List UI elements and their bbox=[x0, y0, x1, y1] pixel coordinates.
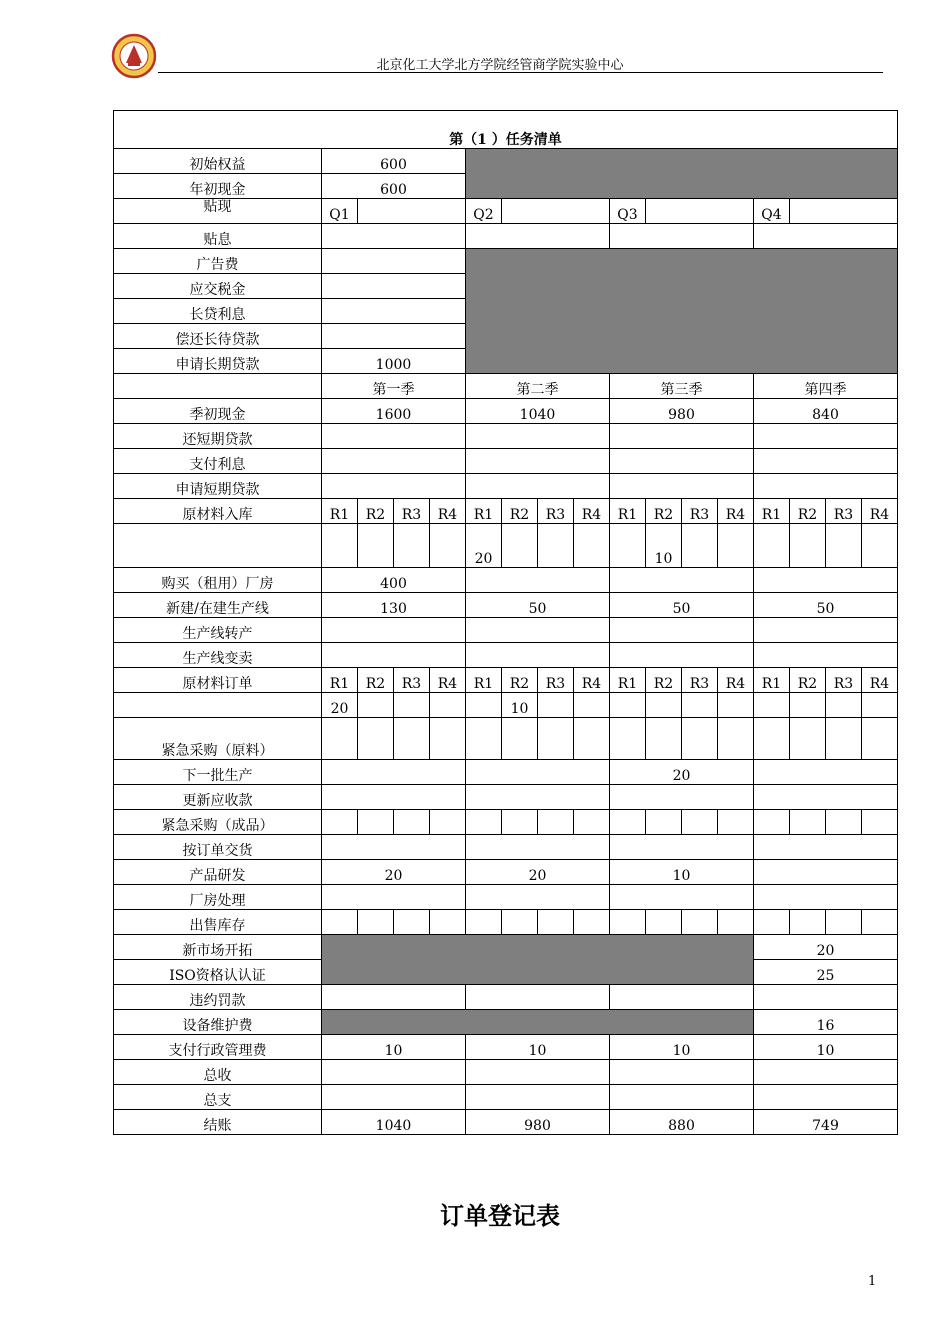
row-label: 更新应收款 bbox=[114, 785, 322, 810]
r-cell bbox=[610, 910, 646, 935]
r-cell bbox=[610, 524, 646, 568]
value-cell bbox=[466, 785, 610, 810]
r-header: R2 bbox=[358, 668, 394, 693]
r-cell bbox=[574, 910, 610, 935]
row-label: 新市场开拓 bbox=[114, 935, 322, 960]
value-cell bbox=[466, 224, 610, 249]
value-cell: 50 bbox=[466, 593, 610, 618]
value-cell bbox=[610, 618, 754, 643]
quarter-label: Q3 bbox=[610, 199, 646, 224]
r-cell bbox=[754, 910, 790, 935]
quarter-label: Q2 bbox=[466, 199, 502, 224]
r-header: R2 bbox=[646, 499, 682, 524]
row-label: 设备维护费 bbox=[114, 1010, 322, 1035]
r-header: R2 bbox=[790, 668, 826, 693]
row-label: 结账 bbox=[114, 1110, 322, 1135]
value-cell: 600 bbox=[322, 149, 466, 174]
season-header: 第一季 bbox=[322, 374, 466, 399]
r-cell bbox=[754, 810, 790, 835]
value-cell bbox=[610, 643, 754, 668]
value-cell: 1000 bbox=[322, 349, 466, 374]
value-cell bbox=[610, 568, 754, 593]
r-cell bbox=[682, 524, 718, 568]
row-label: 总支 bbox=[114, 1085, 322, 1110]
task-list-table bbox=[113, 110, 898, 1135]
value-cell bbox=[790, 199, 898, 224]
value-cell bbox=[322, 224, 466, 249]
r-cell bbox=[394, 810, 430, 835]
r-cell bbox=[358, 524, 394, 568]
value-cell bbox=[610, 1060, 754, 1085]
r-header: R1 bbox=[754, 668, 790, 693]
row-label: 紧急采购（成品） bbox=[114, 810, 322, 835]
row-label: 还短期贷款 bbox=[114, 424, 322, 449]
row-label bbox=[114, 374, 322, 399]
value-cell bbox=[754, 860, 898, 885]
r-cell bbox=[538, 524, 574, 568]
r-cell bbox=[682, 693, 718, 718]
value-cell: 20 bbox=[466, 860, 610, 885]
row-label: 长贷利息 bbox=[114, 299, 322, 324]
value-cell bbox=[322, 449, 466, 474]
r-cell bbox=[826, 810, 862, 835]
r-cell bbox=[862, 718, 898, 760]
value-cell bbox=[610, 424, 754, 449]
value-cell bbox=[322, 985, 466, 1010]
row-label: 总收 bbox=[114, 1060, 322, 1085]
row-label: 申请短期贷款 bbox=[114, 474, 322, 499]
row-label: 贴息 bbox=[114, 224, 322, 249]
r-cell bbox=[862, 810, 898, 835]
r-header: R4 bbox=[574, 499, 610, 524]
r-cell bbox=[646, 693, 682, 718]
r-cell: 20 bbox=[322, 693, 358, 718]
value-cell bbox=[466, 568, 610, 593]
value-cell bbox=[610, 835, 754, 860]
r-header: R3 bbox=[826, 668, 862, 693]
header-divider bbox=[158, 72, 883, 73]
row-label: 按订单交货 bbox=[114, 835, 322, 860]
school-logo bbox=[111, 33, 157, 79]
value-cell bbox=[754, 424, 898, 449]
r-header: R1 bbox=[610, 499, 646, 524]
r-cell bbox=[394, 718, 430, 760]
value-cell bbox=[322, 274, 466, 299]
value-cell bbox=[610, 785, 754, 810]
task-title: 第（1 ）任务清单 bbox=[114, 111, 898, 149]
r-cell bbox=[394, 910, 430, 935]
r-header: R1 bbox=[754, 499, 790, 524]
value-cell: 1040 bbox=[466, 399, 610, 424]
r-cell bbox=[538, 718, 574, 760]
r-header: R3 bbox=[538, 668, 574, 693]
row-label: 应交税金 bbox=[114, 274, 322, 299]
r-header: R1 bbox=[466, 499, 502, 524]
r-cell bbox=[862, 693, 898, 718]
r-header: R2 bbox=[790, 499, 826, 524]
value-cell: 1600 bbox=[322, 399, 466, 424]
value-cell bbox=[610, 985, 754, 1010]
value-cell bbox=[754, 985, 898, 1010]
r-cell bbox=[682, 718, 718, 760]
r-cell bbox=[574, 810, 610, 835]
r-header: R2 bbox=[502, 499, 538, 524]
row-label: 偿还长待贷款 bbox=[114, 324, 322, 349]
r-cell bbox=[394, 524, 430, 568]
row-label: 新建/在建生产线 bbox=[114, 593, 322, 618]
row-label bbox=[114, 524, 322, 568]
value-cell: 16 bbox=[754, 1010, 898, 1035]
r-header: R4 bbox=[574, 668, 610, 693]
r-cell bbox=[754, 693, 790, 718]
value-cell bbox=[754, 835, 898, 860]
r-cell bbox=[538, 910, 574, 935]
value-cell bbox=[754, 568, 898, 593]
value-cell bbox=[754, 760, 898, 785]
row-label: 厂房处理 bbox=[114, 885, 322, 910]
value-cell: 600 bbox=[322, 174, 466, 199]
value-cell: 400 bbox=[322, 568, 466, 593]
r-cell bbox=[358, 910, 394, 935]
value-cell bbox=[502, 199, 610, 224]
value-cell bbox=[322, 785, 466, 810]
row-label: 出售库存 bbox=[114, 910, 322, 935]
value-cell bbox=[322, 835, 466, 860]
value-cell bbox=[610, 1085, 754, 1110]
r-cell bbox=[682, 810, 718, 835]
r-header: R4 bbox=[430, 499, 466, 524]
value-cell: 10 bbox=[610, 1035, 754, 1060]
value-cell: 50 bbox=[754, 593, 898, 618]
row-label: 广告费 bbox=[114, 249, 322, 274]
quarter-label: Q4 bbox=[754, 199, 790, 224]
r-cell bbox=[718, 718, 754, 760]
r-cell bbox=[430, 718, 466, 760]
value-cell bbox=[322, 299, 466, 324]
value-cell bbox=[466, 1085, 610, 1110]
r-cell bbox=[862, 910, 898, 935]
r-cell bbox=[718, 524, 754, 568]
value-cell bbox=[754, 1085, 898, 1110]
value-cell bbox=[322, 324, 466, 349]
value-cell bbox=[466, 885, 610, 910]
r-header: R3 bbox=[682, 668, 718, 693]
value-cell bbox=[754, 474, 898, 499]
season-header: 第三季 bbox=[610, 374, 754, 399]
r-header: R3 bbox=[394, 668, 430, 693]
season-header: 第四季 bbox=[754, 374, 898, 399]
r-header: R1 bbox=[466, 668, 502, 693]
row-label bbox=[114, 693, 322, 718]
r-cell bbox=[790, 718, 826, 760]
r-cell bbox=[322, 910, 358, 935]
r-cell bbox=[718, 810, 754, 835]
r-cell bbox=[538, 693, 574, 718]
r-cell bbox=[718, 693, 754, 718]
r-cell bbox=[754, 718, 790, 760]
r-cell: 10 bbox=[502, 693, 538, 718]
r-cell bbox=[322, 718, 358, 760]
row-label: ISO资格认认证 bbox=[114, 960, 322, 985]
value-cell bbox=[754, 449, 898, 474]
r-cell bbox=[610, 693, 646, 718]
row-label: 紧急采购（原料） bbox=[114, 718, 322, 760]
r-header: R3 bbox=[826, 499, 862, 524]
row-label: 生产线变卖 bbox=[114, 643, 322, 668]
value-cell: 10 bbox=[322, 1035, 466, 1060]
r-cell bbox=[610, 810, 646, 835]
quarter-label: Q1 bbox=[322, 199, 358, 224]
r-cell bbox=[862, 524, 898, 568]
value-cell: 10 bbox=[754, 1035, 898, 1060]
value-cell: 880 bbox=[610, 1110, 754, 1135]
row-label: 初始权益 bbox=[114, 149, 322, 174]
value-cell: 20 bbox=[610, 760, 754, 785]
r-cell bbox=[826, 910, 862, 935]
value-cell bbox=[610, 449, 754, 474]
r-cell bbox=[502, 910, 538, 935]
r-header: R4 bbox=[718, 499, 754, 524]
value-cell: 749 bbox=[754, 1110, 898, 1135]
value-cell bbox=[610, 224, 754, 249]
r-cell bbox=[790, 910, 826, 935]
row-label: 生产线转产 bbox=[114, 618, 322, 643]
r-cell bbox=[574, 718, 610, 760]
r-cell bbox=[394, 693, 430, 718]
value-cell bbox=[322, 474, 466, 499]
shaded-area bbox=[322, 935, 754, 985]
value-cell bbox=[466, 985, 610, 1010]
r-cell bbox=[574, 693, 610, 718]
r-cell bbox=[322, 810, 358, 835]
value-cell bbox=[322, 1060, 466, 1085]
r-cell bbox=[574, 524, 610, 568]
value-cell bbox=[322, 760, 466, 785]
r-cell bbox=[826, 693, 862, 718]
r-cell bbox=[358, 810, 394, 835]
r-cell bbox=[826, 718, 862, 760]
value-cell bbox=[322, 643, 466, 668]
season-header: 第二季 bbox=[466, 374, 610, 399]
value-cell bbox=[466, 760, 610, 785]
r-header: R2 bbox=[502, 668, 538, 693]
page-number: 1 bbox=[868, 1274, 877, 1289]
value-cell bbox=[754, 885, 898, 910]
r-header: R1 bbox=[610, 668, 646, 693]
r-header: R2 bbox=[646, 668, 682, 693]
r-header: R4 bbox=[862, 499, 898, 524]
r-cell bbox=[646, 910, 682, 935]
value-cell bbox=[754, 618, 898, 643]
r-header: R4 bbox=[862, 668, 898, 693]
value-cell bbox=[610, 474, 754, 499]
value-cell bbox=[322, 249, 466, 274]
value-cell: 50 bbox=[610, 593, 754, 618]
row-label: 违约罚款 bbox=[114, 985, 322, 1010]
shaded-area bbox=[466, 249, 898, 374]
value-cell bbox=[754, 643, 898, 668]
row-label: 支付行政管理费 bbox=[114, 1035, 322, 1060]
r-cell bbox=[826, 524, 862, 568]
value-cell bbox=[466, 643, 610, 668]
r-cell bbox=[790, 693, 826, 718]
r-cell: 10 bbox=[646, 524, 682, 568]
value-cell bbox=[466, 835, 610, 860]
r-cell bbox=[466, 718, 502, 760]
r-cell bbox=[754, 524, 790, 568]
value-cell bbox=[358, 199, 466, 224]
value-cell: 130 bbox=[322, 593, 466, 618]
value-cell: 980 bbox=[610, 399, 754, 424]
value-cell bbox=[322, 885, 466, 910]
r-header: R2 bbox=[358, 499, 394, 524]
row-label: 申请长期贷款 bbox=[114, 349, 322, 374]
r-cell bbox=[430, 693, 466, 718]
r-cell bbox=[502, 810, 538, 835]
row-label: 支付利息 bbox=[114, 449, 322, 474]
r-cell bbox=[790, 524, 826, 568]
r-header: R3 bbox=[538, 499, 574, 524]
header-text: 北京化工大学北方学院经管商学院实验中心 bbox=[376, 58, 624, 73]
row-label: 原材料订单 bbox=[114, 668, 322, 693]
value-cell bbox=[466, 1060, 610, 1085]
r-cell bbox=[646, 810, 682, 835]
value-cell: 840 bbox=[754, 399, 898, 424]
value-cell: 980 bbox=[466, 1110, 610, 1135]
r-cell bbox=[430, 524, 466, 568]
r-cell bbox=[538, 810, 574, 835]
shaded-area bbox=[466, 149, 898, 199]
r-header: R4 bbox=[718, 668, 754, 693]
value-cell: 20 bbox=[322, 860, 466, 885]
shaded-area bbox=[322, 1010, 754, 1035]
value-cell bbox=[322, 1085, 466, 1110]
row-label: 购买（租用）厂房 bbox=[114, 568, 322, 593]
r-cell bbox=[790, 810, 826, 835]
row-label: 年初现金 bbox=[114, 174, 322, 199]
r-header: R4 bbox=[430, 668, 466, 693]
r-cell bbox=[466, 693, 502, 718]
row-label: 原材料入库 bbox=[114, 499, 322, 524]
r-header: R1 bbox=[322, 668, 358, 693]
value-cell: 10 bbox=[610, 860, 754, 885]
r-header: R3 bbox=[394, 499, 430, 524]
r-cell bbox=[610, 718, 646, 760]
r-cell: 20 bbox=[466, 524, 502, 568]
row-label: 产品研发 bbox=[114, 860, 322, 885]
r-cell bbox=[502, 524, 538, 568]
r-header: R1 bbox=[322, 499, 358, 524]
r-header: R3 bbox=[682, 499, 718, 524]
value-cell: 25 bbox=[754, 960, 898, 985]
r-cell bbox=[646, 718, 682, 760]
value-cell bbox=[322, 424, 466, 449]
value-cell bbox=[322, 618, 466, 643]
r-cell bbox=[682, 910, 718, 935]
r-cell bbox=[322, 524, 358, 568]
r-cell bbox=[718, 910, 754, 935]
value-cell bbox=[610, 885, 754, 910]
value-cell: 20 bbox=[754, 935, 898, 960]
value-cell bbox=[466, 424, 610, 449]
value-cell bbox=[754, 785, 898, 810]
order-register-title: 订单登记表 bbox=[440, 1201, 560, 1230]
row-label: 下一批生产 bbox=[114, 760, 322, 785]
value-cell bbox=[466, 474, 610, 499]
r-cell bbox=[358, 718, 394, 760]
value-cell: 1040 bbox=[322, 1110, 466, 1135]
value-cell bbox=[646, 199, 754, 224]
r-cell bbox=[430, 910, 466, 935]
row-label: 季初现金 bbox=[114, 399, 322, 424]
value-cell bbox=[466, 618, 610, 643]
value-cell bbox=[466, 449, 610, 474]
value-cell bbox=[754, 224, 898, 249]
r-cell bbox=[466, 810, 502, 835]
r-cell bbox=[430, 810, 466, 835]
r-cell bbox=[502, 718, 538, 760]
value-cell bbox=[754, 1060, 898, 1085]
r-cell bbox=[358, 693, 394, 718]
value-cell: 10 bbox=[466, 1035, 610, 1060]
row-label: 贴现 bbox=[114, 199, 322, 224]
r-cell bbox=[466, 910, 502, 935]
